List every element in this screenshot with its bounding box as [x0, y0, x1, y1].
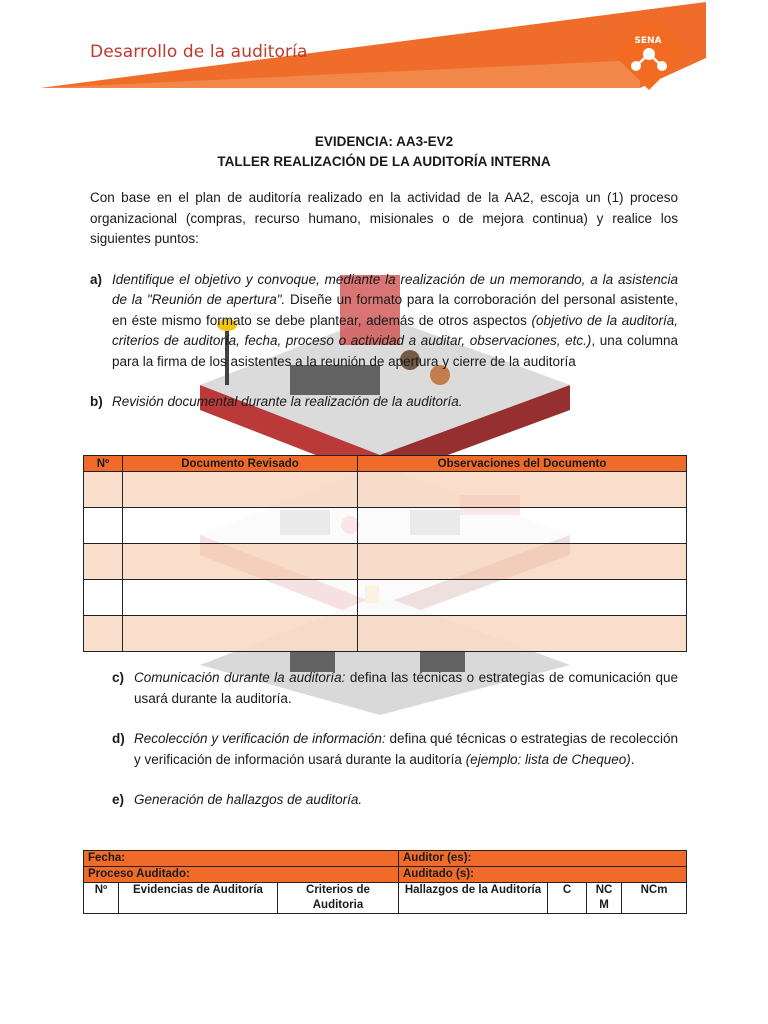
table-cell[interactable]	[123, 508, 358, 544]
col-criteria-header: Criterios de Auditoria	[278, 883, 399, 914]
col-number-header: Nº	[84, 883, 119, 914]
date-label[interactable]: Fecha:	[84, 851, 399, 867]
table-row	[84, 472, 687, 508]
col-ncm-minor-header: NCm	[622, 883, 687, 914]
point-a	[90, 270, 678, 373]
table-row	[84, 616, 687, 652]
col-c-header: C	[548, 883, 587, 914]
table-row	[84, 544, 687, 580]
point-e-marker: e)	[112, 792, 125, 807]
table-cell[interactable]	[84, 472, 123, 508]
point-d-text2: defina qué técnicas o estrategias de recolección y verificación de información usará durante la auditoría	[134, 731, 678, 767]
table-cell[interactable]	[123, 544, 358, 580]
point-d-text1: Recolección y verificación de información:	[134, 731, 386, 746]
evidence-title: EVIDENCIA: AA3-EV2	[314, 134, 454, 149]
table-cell[interactable]	[84, 580, 123, 616]
col-findings-header: Hallazgos de la Auditoría	[399, 883, 548, 914]
document-review-table	[83, 455, 687, 652]
table-cell[interactable]	[84, 508, 123, 544]
point-b-marker: b)	[90, 394, 103, 409]
audited-label[interactable]: Auditado (s):	[399, 867, 687, 883]
point-a-text4: , una columna para la firma de los asistentes a la reunión de apertura y cierre de la auditoría	[112, 333, 678, 369]
point-a-text2: Diseñe un formato para la corroboración del personal asistente, en éste mismo formato se debe plantear, además de otros aspectos	[112, 292, 679, 328]
point-b-text: Revisión documental durante la realización de la auditoría.	[112, 394, 463, 409]
point-a-marker: a)	[90, 271, 103, 287]
workshop-title: TALLER REALIZACIÓN DE LA AUDITORÍA INTERNA	[217, 154, 551, 169]
table-cell[interactable]	[123, 472, 358, 508]
table-cell[interactable]	[358, 616, 687, 652]
table-row	[84, 580, 687, 616]
findings-table	[83, 850, 687, 914]
table-row	[84, 851, 687, 867]
point-d-marker: d)	[112, 731, 125, 746]
intro-paragraph: Con base en el plan de auditoría realizado en la actividad de la AA2, escoja un (1) proceso organizacional (compras, recurso humano, misionales o de mejora continua) y realice los siguientes puntos:	[90, 190, 678, 246]
col-ncm-major-header: NC M	[587, 883, 622, 914]
table-row	[84, 883, 687, 914]
logo-text: SENA	[634, 36, 662, 46]
point-a-text3: (objetivo de la auditoría, criterios de auditoría, fecha, proceso o actividad a auditar, observaciones, etc.)	[112, 312, 678, 348]
col-document-header: Documento Revisado	[123, 456, 358, 472]
point-d-text3: (ejemplo: lista de Chequeo)	[465, 751, 631, 767]
point-d	[112, 729, 678, 770]
document-body-lower	[112, 668, 678, 811]
point-d-text4: .	[630, 751, 635, 767]
table-cell[interactable]	[123, 580, 358, 616]
col-number-header: Nº	[84, 456, 123, 472]
point-c-marker: c)	[112, 670, 125, 685]
table-cell[interactable]	[358, 580, 687, 616]
auditor-label[interactable]: Auditor (es):	[399, 851, 687, 867]
process-label[interactable]: Proceso Auditado:	[84, 867, 399, 883]
col-evidence-header: Evidencias de Auditoría	[119, 883, 278, 914]
table-row	[84, 867, 687, 883]
table-cell[interactable]	[358, 544, 687, 580]
point-c-text2: defina las técnicas o estrategias de comunicación que usará durante la auditoría.	[134, 670, 678, 706]
point-c-text1: Comunicación durante la auditoría:	[134, 670, 346, 685]
table-row	[84, 508, 687, 544]
point-e	[112, 790, 678, 811]
point-a-text1: Identifique el objetivo y convoque, mediante la realización de un memorando, a la asistencia de la "Reunión de apertura".	[112, 271, 678, 307]
col-observations-header: Observaciones del Documento	[358, 456, 687, 472]
table-cell[interactable]	[84, 616, 123, 652]
table-cell[interactable]	[358, 472, 687, 508]
point-b	[90, 392, 678, 413]
point-e-text: Generación de hallazgos de auditoría.	[134, 792, 363, 807]
table-cell[interactable]	[123, 616, 358, 652]
table-cell[interactable]	[84, 544, 123, 580]
sena-logo	[610, 14, 688, 92]
point-c	[112, 668, 678, 709]
table-cell[interactable]	[358, 508, 687, 544]
document-body	[90, 132, 678, 413]
header-title: Desarrollo de la auditoría	[90, 42, 308, 62]
